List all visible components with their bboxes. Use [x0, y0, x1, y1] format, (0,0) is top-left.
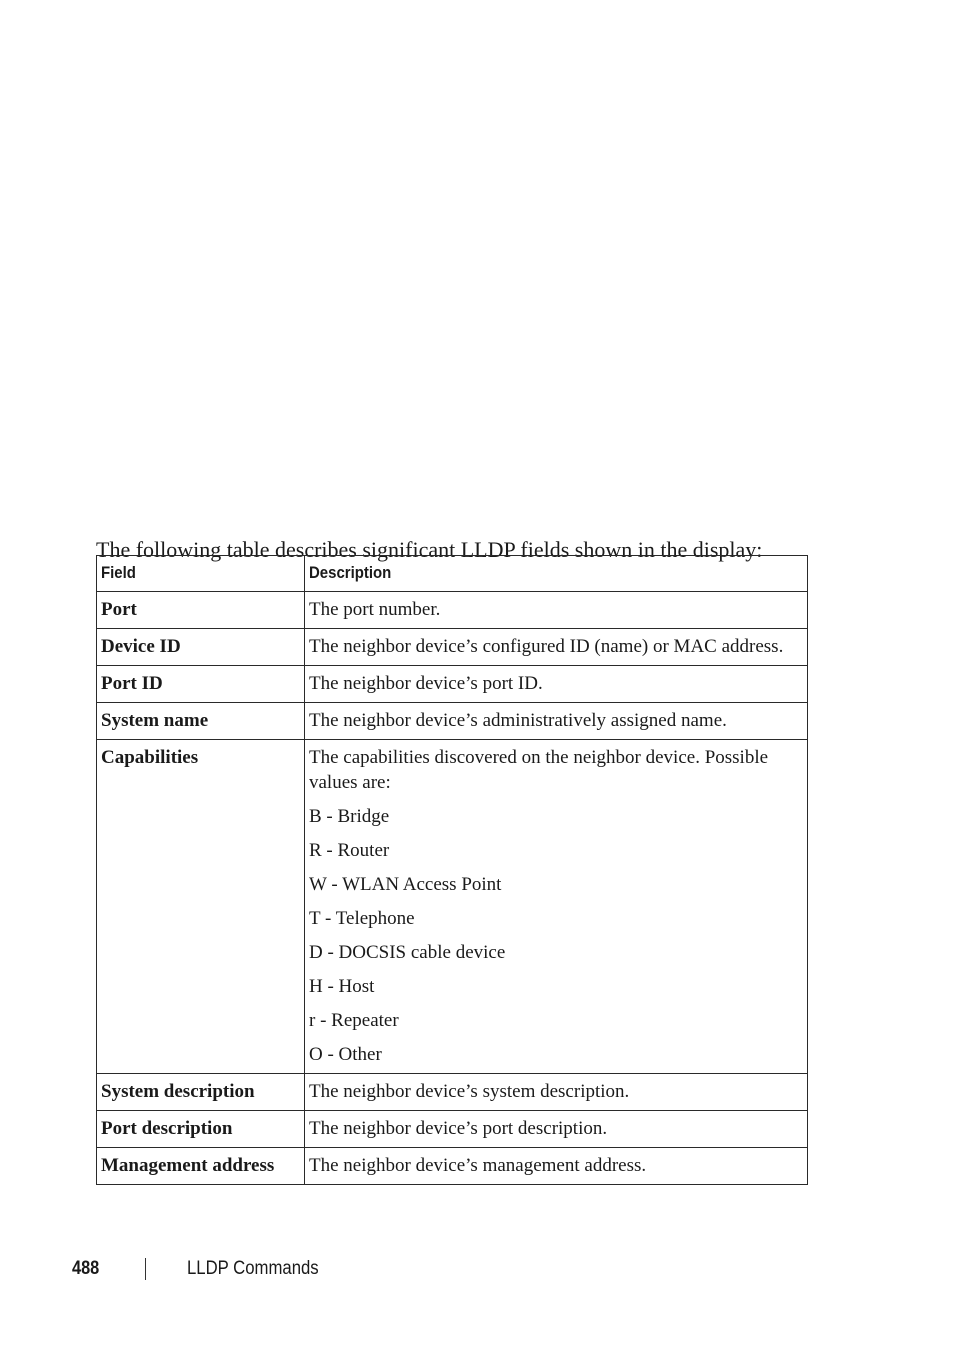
field-cell: Port ID — [97, 666, 305, 703]
field-cell: Management address — [97, 1148, 305, 1185]
footer-divider — [145, 1258, 146, 1280]
table-row — [97, 740, 808, 1074]
capability-value: B - Bridge — [309, 806, 390, 827]
capability-values-list — [309, 804, 803, 1067]
field-cell: Port description — [97, 1111, 305, 1148]
table-row — [97, 703, 808, 740]
table-row — [97, 1074, 808, 1111]
table-row — [97, 629, 808, 666]
capabilities-intro: The capabilities discovered on the neighbor device. Possible values are: — [309, 747, 769, 793]
capability-value: H - Host — [309, 976, 375, 997]
capability-value: R - Router — [309, 840, 390, 861]
description-cell: The neighbor device’s configured ID (name) or MAC address. — [305, 629, 808, 666]
description-cell: The neighbor device’s administratively assigned name. — [305, 703, 808, 740]
description-cell — [305, 740, 808, 1074]
table-row — [97, 1148, 808, 1185]
table-row — [97, 666, 808, 703]
page-footer — [0, 1256, 954, 1284]
intro-paragraph: The following table describes significant LLDP fields shown in the display: — [96, 537, 763, 562]
capability-value: D - DOCSIS cable device — [309, 942, 506, 963]
capability-value: T - Telephone — [309, 908, 415, 929]
table-row — [97, 1111, 808, 1148]
table-row — [97, 592, 808, 629]
description-cell: The neighbor device’s port ID. — [305, 666, 808, 703]
capability-value: r - Repeater — [309, 1010, 399, 1031]
description-cell: The neighbor device’s system description. — [305, 1074, 808, 1111]
field-cell: Port — [97, 592, 305, 629]
column-header-field: Field — [97, 556, 305, 592]
description-cell: The neighbor device’s management address. — [305, 1148, 808, 1185]
capability-value: O - Other — [309, 1044, 382, 1065]
lldp-fields-table — [96, 555, 808, 1185]
description-cell: The port number. — [305, 592, 808, 629]
table-header-row — [97, 556, 808, 592]
page-number: 488 — [72, 1258, 100, 1279]
footer-section-title: LLDP Commands — [187, 1258, 319, 1279]
field-cell: System name — [97, 703, 305, 740]
column-header-description: Description — [305, 556, 808, 592]
capability-value: W - WLAN Access Point — [309, 874, 502, 895]
field-cell: System description — [97, 1074, 305, 1111]
description-cell: The neighbor device’s port description. — [305, 1111, 808, 1148]
field-cell: Device ID — [97, 629, 305, 666]
field-cell: Capabilities — [97, 740, 305, 1074]
